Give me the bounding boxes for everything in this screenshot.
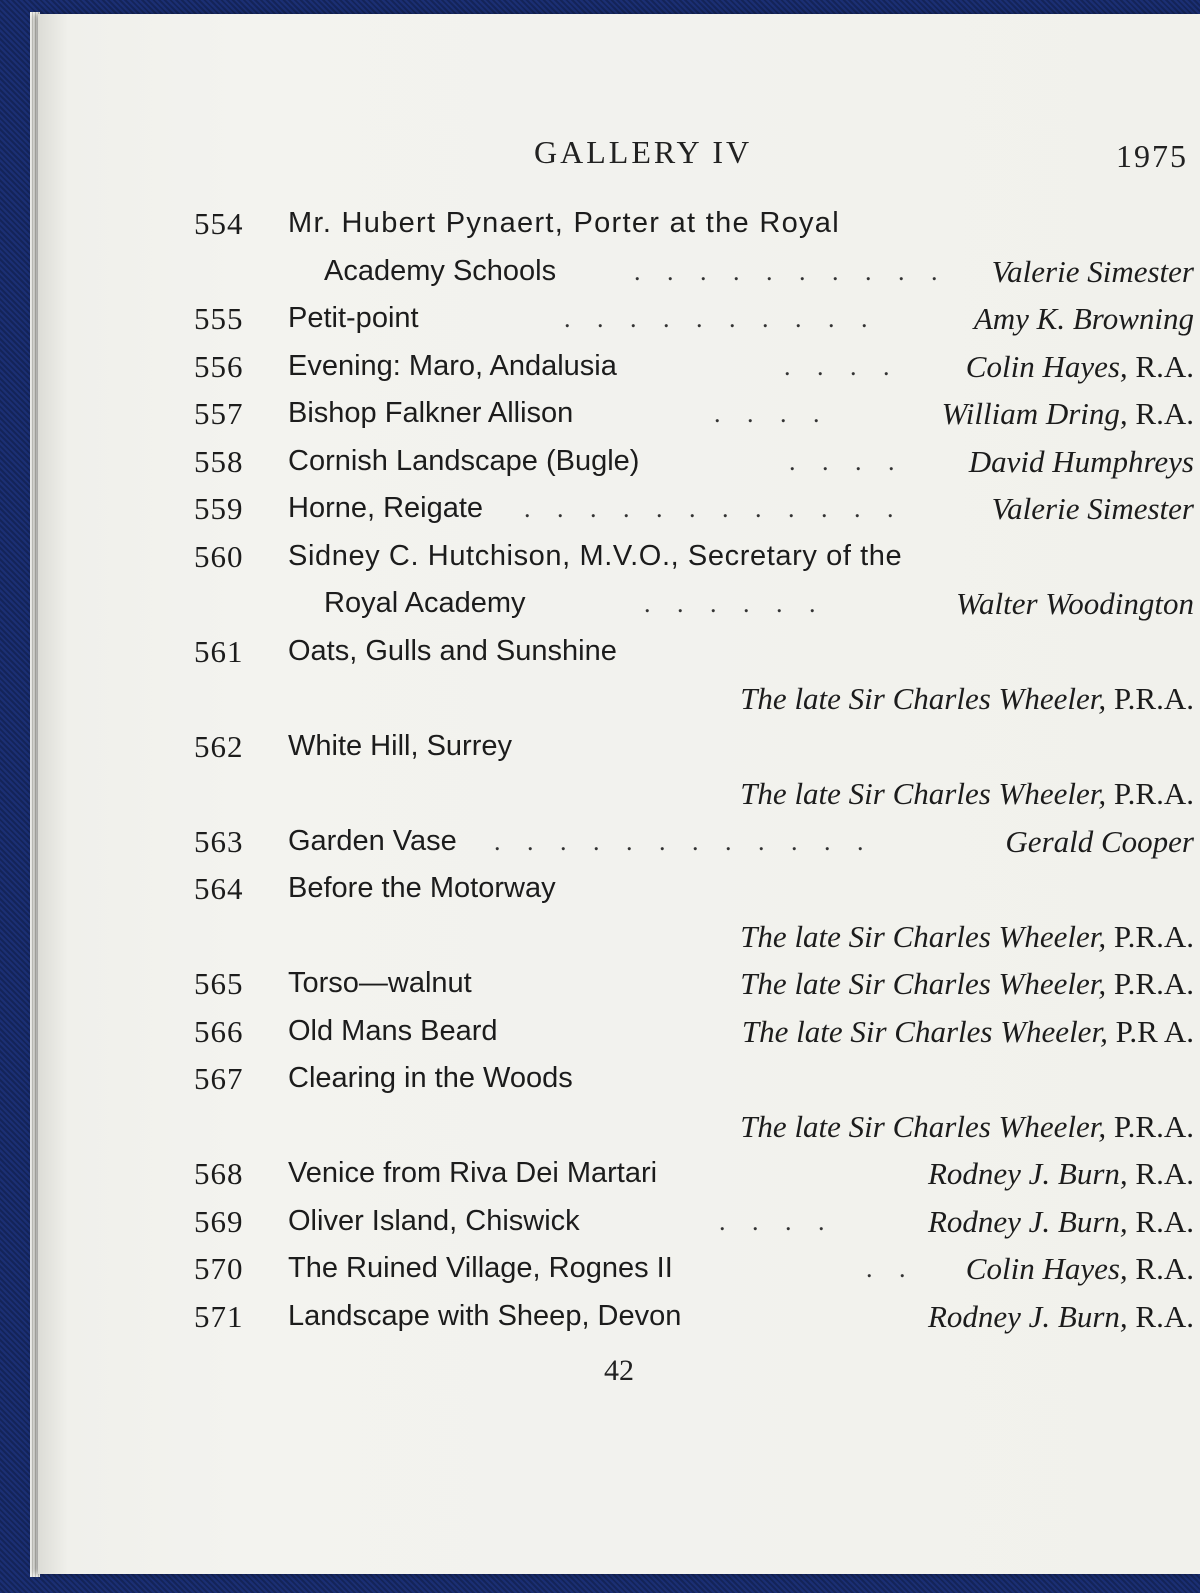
entry-title: Mr. Hubert Pynaert, Porter at the Royal [288,207,840,239]
entry-artist [740,960,1194,1008]
artist-name: Walter Woodington [956,586,1194,621]
entry-number: 557 [194,396,244,431]
entry-557 [194,390,1194,438]
entry-artist [740,913,1194,961]
entry-560-cont [194,580,1194,628]
entry-title: Horne, Reigate [288,492,484,524]
artist-name: The late Sir Charles Wheeler, [740,776,1107,811]
entry-562 [194,723,1194,771]
page-header [38,134,1200,184]
artist-name: Valerie Simester [991,253,1194,289]
entry-number: 561 [194,633,244,669]
artist-honours: R.A. [1127,396,1194,431]
artist-honours: R.A. [1127,348,1194,384]
entry-artist [928,1150,1194,1198]
entry-number: 567 [194,1061,244,1096]
entry-artist [928,1293,1194,1341]
artist-name: Colin Hayes, [965,1251,1128,1286]
entry-artist [966,1245,1194,1293]
catalogue-page [38,14,1200,1574]
entry-artist [740,770,1194,818]
artist-honours: P.R.A. [1106,776,1194,811]
entry-number: 556 [194,348,244,384]
year-label: 1975 [1116,138,1188,174]
entry-554-cont [194,248,1194,296]
entry-title: Evening: Maro, Andalusia [288,349,617,382]
artist-name: The late Sir Charles Wheeler, [740,1108,1107,1144]
artist-honours: R.A. [1127,1298,1194,1334]
entry-number: 571 [194,1298,244,1334]
entry-title: Petit-point [288,302,419,334]
entry-554 [194,200,1194,248]
entry-number: 568 [194,1156,244,1191]
entry-number: 570 [194,1251,244,1286]
leader-dots: . . . . [789,446,905,476]
entry-title: Before the Motorway [288,872,556,904]
entry-title: Clearing in the Woods [288,1062,573,1094]
entry-artist [740,675,1194,723]
artist-name: Colin Hayes, [965,348,1128,384]
entry-561-artist-line [194,675,1194,723]
entry-title: Old Mans Beard [288,1014,498,1047]
artist-honours: P.R.A. [1106,918,1194,954]
entry-555 [194,295,1194,343]
entry-title: Cornish Landscape (Bugle) [288,444,640,477]
entry-artist [742,1008,1194,1056]
artist-honours: P.R.A. [1106,681,1194,716]
artist-name: Rodney J. Burn, [927,1156,1128,1191]
artist-honours: P.R.A. [1106,966,1194,1001]
gallery-title: GALLERY IV [534,134,753,170]
entry-title: White Hill, Surrey [288,729,512,762]
entry-title-continued: Academy Schools [324,254,557,287]
entry-artist [740,1103,1194,1151]
entry-570 [194,1245,1194,1293]
entry-artist [992,248,1194,296]
entry-568 [194,1150,1194,1198]
entry-number: 565 [194,966,244,1001]
artist-name: Rodney J. Burn, [927,1298,1128,1334]
entry-567 [194,1055,1194,1103]
artist-name: Valerie Simester [991,491,1194,526]
entry-title: Oats, Gulls and Sunshine [288,634,617,667]
artist-name: William Dring, [941,396,1128,431]
entry-title: Sidney C. Hutchison, M.V.O., Secretary of the [288,539,903,572]
leader-dots: . . . . [714,399,830,428]
entry-number: 569 [194,1203,244,1239]
artist-honours: R.A. [1127,1156,1194,1191]
entry-title: The Ruined Village, Rognes II [288,1252,673,1284]
leader-dots: . . . . . . [644,589,826,618]
entry-562-artist-line [194,770,1194,818]
leader-dots: . . . . [784,351,900,381]
artist-name: Rodney J. Burn, [927,1203,1128,1239]
leader-dots: . . . . . . . . . . [564,304,878,333]
entry-artist [928,1198,1194,1246]
entry-number: 555 [194,301,244,336]
entry-artist [956,580,1194,628]
page-number: 42 [604,1354,634,1387]
artist-name: The late Sir Charles Wheeler, [741,1013,1108,1049]
entry-title: Venice from Riva Dei Martari [288,1157,658,1189]
entry-artist [942,390,1194,438]
entry-title-continued: Royal Academy [324,587,526,619]
leader-dots: . . . . [719,1206,835,1236]
entry-number: 564 [194,871,244,906]
entry-567-artist-line [194,1103,1194,1151]
entry-artist [1005,818,1194,866]
artist-name: The late Sir Charles Wheeler, [740,918,1107,954]
entry-559 [194,485,1194,533]
entry-number: 554 [194,206,244,241]
entry-558 [194,438,1194,486]
entry-565 [194,960,1194,1008]
artist-honours: R.A. [1127,1203,1194,1239]
entry-569 [194,1198,1194,1246]
artist-name: Gerald Cooper [1005,823,1194,859]
entry-566 [194,1008,1194,1056]
entry-artist [974,295,1194,343]
artist-honours: P.R A. [1107,1013,1194,1049]
entry-563 [194,818,1194,866]
entry-561 [194,628,1194,676]
entry-artist [969,438,1194,486]
artist-name: Amy K. Browning [973,301,1194,336]
artist-name: David Humphreys [968,443,1194,479]
entry-number: 566 [194,1013,244,1049]
entry-571 [194,1293,1194,1341]
entry-title: Oliver Island, Chiswick [288,1204,580,1237]
entry-number: 559 [194,491,244,526]
artist-honours: P.R.A. [1106,1108,1194,1144]
entry-title: Landscape with Sheep, Devon [288,1299,682,1332]
leader-dots: . . . . . . . . . . . . [494,826,874,856]
artist-honours: R.A. [1127,1251,1194,1286]
entry-560 [194,533,1194,581]
entry-title: Bishop Falkner Allison [288,397,574,429]
entry-number: 563 [194,823,244,859]
entry-number: 558 [194,443,244,479]
entry-564 [194,865,1194,913]
leader-dots: . . . . . . . . . . [634,256,948,286]
entry-artist [992,485,1194,533]
entry-artist [966,343,1194,391]
artist-name: The late Sir Charles Wheeler, [740,966,1107,1001]
catalogue-entries [194,200,1194,1340]
artist-name: The late Sir Charles Wheeler, [740,681,1107,716]
entry-556 [194,343,1194,391]
leader-dots: . . [866,1254,916,1283]
entry-number: 560 [194,538,244,574]
entry-number: 562 [194,728,244,764]
entry-title: Garden Vase [288,824,457,857]
leader-dots: . . . . . . . . . . . . [524,494,904,523]
entry-title: Torso—walnut [288,967,472,999]
entry-564-artist-line [194,913,1194,961]
